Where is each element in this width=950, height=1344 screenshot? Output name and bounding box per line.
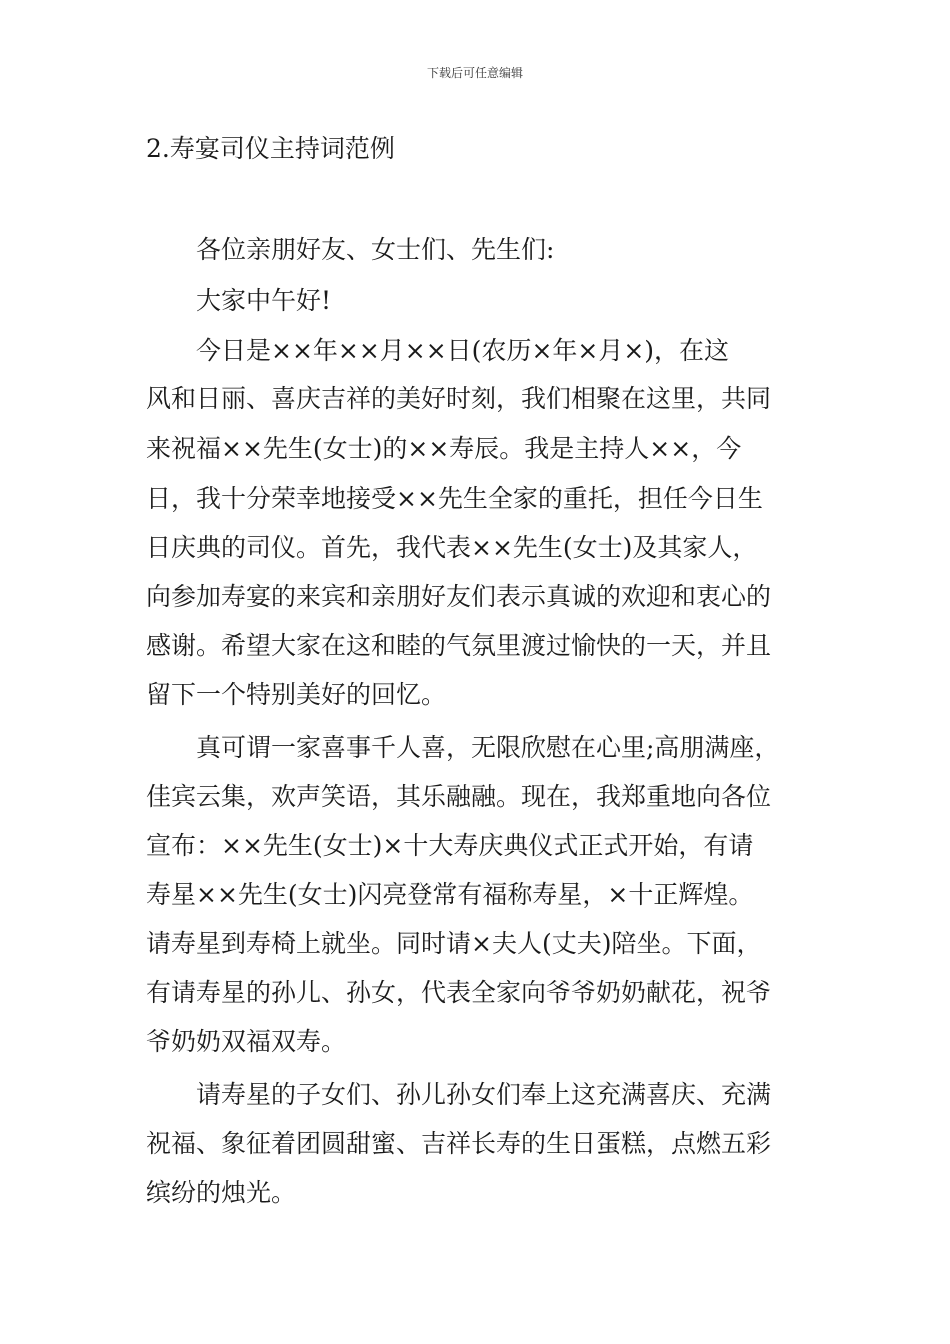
text-line: 有请寿星的孙儿、孙女，代表全家向爷爷奶奶献花，祝爷	[146, 978, 772, 1007]
text-line: 宣布：××先生(女士)×十大寿庆典仪式正式开始，有请	[146, 831, 754, 860]
text-line: 佳宾云集，欢声笑语，其乐融融。现在，我郑重地向各位	[146, 782, 772, 811]
text-line: 日，我十分荣幸地接受××先生全家的重托，担任今日生	[146, 484, 763, 513]
page-header-note: 下载后可任意编辑	[426, 66, 523, 80]
text-line: 日庆典的司仪。首先，我代表××先生(女士)及其家人，	[146, 533, 758, 562]
text-line: 真可谓一家喜事千人喜，无限欣慰在心里;高朋满座，	[196, 733, 780, 762]
text-line: 缤纷的烛光。	[146, 1178, 297, 1207]
text-line: 祝福、象征着团圆甜蜜、吉祥长寿的生日蛋糕，点燃五彩	[146, 1129, 772, 1158]
text-line: 各位亲朋好友、女士们、先生们:	[196, 235, 555, 264]
text-line: 请寿星到寿椅上就坐。同时请×夫人(丈夫)陪坐。下面，	[146, 929, 762, 958]
text-line: 留下一个特别美好的回忆。	[146, 680, 447, 709]
text-line: 今日是××年××月××日(农历×年×月×)，在这	[196, 336, 730, 365]
text-line: 爷奶奶双福双寿。	[146, 1027, 347, 1056]
text-line: 感谢。希望大家在这和睦的气氛里渡过愉快的一天，并且	[146, 631, 772, 660]
document-title: 2.寿宴司仪主持词范例	[146, 134, 395, 163]
text-line: 风和日丽、喜庆吉祥的美好时刻，我们相聚在这里，共同	[146, 384, 772, 413]
text-line: 寿星××先生(女士)闪亮登常有福称寿星，×十正辉煌。	[146, 880, 754, 909]
text-line: 来祝福××先生(女士)的××寿辰。我是主持人××，今	[146, 434, 742, 463]
text-line: 请寿星的子女们、孙儿孙女们奉上这充满喜庆、充满	[196, 1080, 772, 1109]
text-line: 向参加寿宴的来宾和亲朋好友们表示真诚的欢迎和衷心的	[146, 582, 772, 611]
text-line: 大家中午好!	[196, 286, 332, 315]
